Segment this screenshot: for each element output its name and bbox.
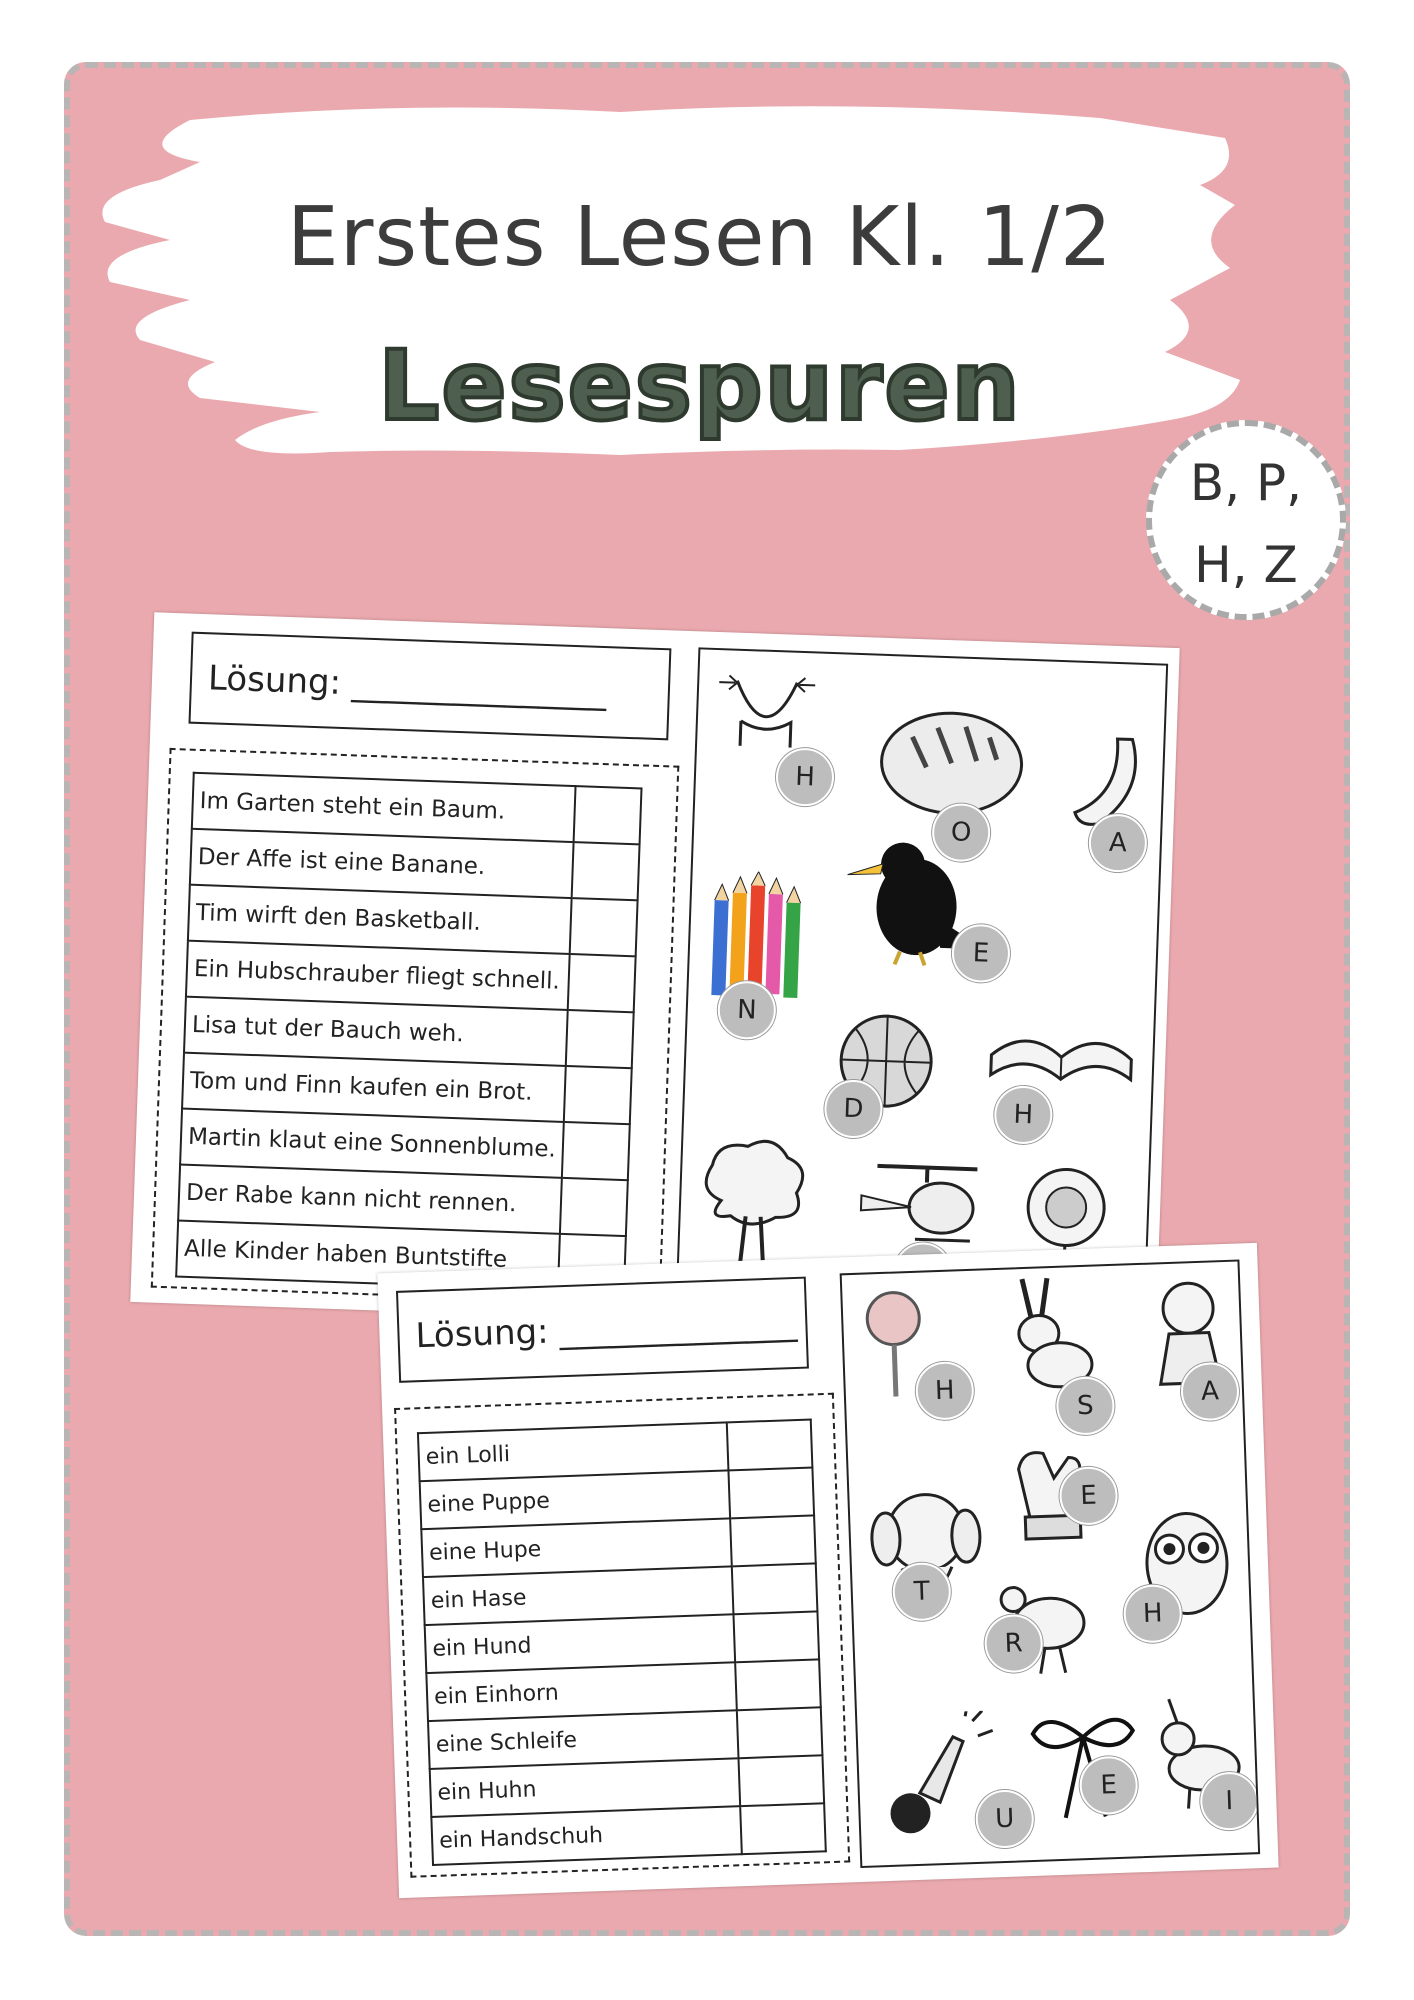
row-text: ein Hund <box>425 1614 735 1673</box>
letter-coin: S <box>1055 1376 1115 1436</box>
answer-box[interactable] <box>738 1755 824 1806</box>
word-table <box>417 1418 827 1866</box>
answer-box[interactable] <box>560 1178 628 1236</box>
picture-panel-2 <box>840 1259 1261 1868</box>
letter-coin: D <box>823 1079 883 1139</box>
row-text: Lisa tut der Bauch weh. <box>184 997 568 1066</box>
book-icon <box>985 1005 1138 1090</box>
answer-box[interactable] <box>732 1563 818 1614</box>
row-text: ein Huhn <box>430 1758 740 1817</box>
answer-box[interactable] <box>737 1707 823 1758</box>
letter-coin: U <box>975 1789 1035 1849</box>
row-text: eine Puppe <box>420 1470 730 1529</box>
bread-icon <box>875 696 1029 821</box>
answer-box[interactable] <box>727 1420 813 1471</box>
title-line-2: Lesespuren <box>378 330 1022 442</box>
letter-coin: H <box>775 747 835 807</box>
letter-coin: E <box>1079 1755 1139 1815</box>
row-text: ein Hase <box>423 1566 733 1625</box>
row-text: ein Handschuh <box>431 1806 741 1865</box>
row-text: Im Garten steht ein Baum. <box>192 773 576 842</box>
picture-panel-1 <box>675 647 1168 1337</box>
answer-box[interactable] <box>735 1659 821 1710</box>
answer-box[interactable] <box>733 1611 819 1662</box>
answer-box[interactable] <box>728 1467 814 1518</box>
letter-coin: A <box>1180 1362 1240 1422</box>
answer-box[interactable] <box>564 1066 632 1124</box>
badge-line-1: B, P, <box>1189 454 1303 512</box>
letter-coin: N <box>717 980 777 1040</box>
answer-box[interactable] <box>566 1010 634 1068</box>
letter-coin: T <box>892 1562 952 1622</box>
row-text: Der Affe ist eine Banane. <box>190 829 574 898</box>
answer-box[interactable] <box>740 1803 826 1854</box>
solution-field-1: Lösung: _______________ <box>188 632 671 741</box>
letter-coin: A <box>1088 813 1148 873</box>
belly-icon <box>715 660 818 753</box>
answer-box[interactable] <box>562 1122 630 1180</box>
sentence-table <box>175 772 642 1293</box>
letter-coin: H <box>1123 1584 1183 1644</box>
letter-coin: H <box>915 1361 975 1421</box>
letter-coin: H <box>993 1085 1053 1145</box>
answer-box[interactable] <box>574 786 642 844</box>
badge-line-2: H, Z <box>1194 536 1298 594</box>
row-text: Tim wirft den Basketball. <box>188 885 572 954</box>
letters-badge <box>1146 420 1346 620</box>
row-text: Der Rabe kann nicht rennen. <box>178 1165 562 1234</box>
letter-coin: E <box>951 923 1011 983</box>
pencils-icon <box>703 870 817 1004</box>
solution-field-2: Lösung: ______________ <box>396 1277 809 1383</box>
row-text: ein Lolli <box>418 1422 728 1481</box>
row-text: eine Schleife <box>428 1710 738 1769</box>
answer-box[interactable] <box>568 954 636 1012</box>
answer-box[interactable] <box>572 842 640 900</box>
title-line-1: Erstes Lesen Kl. 1/2 <box>286 190 1114 285</box>
row-text: eine Hupe <box>421 1518 731 1577</box>
worksheet-1 <box>130 612 1179 1337</box>
answer-box[interactable] <box>570 898 638 956</box>
row-text: ein Einhorn <box>426 1662 736 1721</box>
row-text: Martin klaut eine Sonnenblume. <box>180 1109 564 1178</box>
answer-box[interactable] <box>730 1515 816 1566</box>
letter-coin: E <box>1059 1466 1119 1526</box>
row-text: Tom und Finn kaufen ein Brot. <box>182 1053 566 1122</box>
letter-coin: R <box>984 1614 1044 1674</box>
worksheet-2 <box>377 1243 1278 1898</box>
row-text: Ein Hubschrauber fliegt schnell. <box>186 941 570 1010</box>
letter-coin: O <box>931 803 991 863</box>
row-text: Alle Kinder haben Buntstifte <box>176 1221 560 1290</box>
letter-coin: I <box>1199 1771 1259 1831</box>
